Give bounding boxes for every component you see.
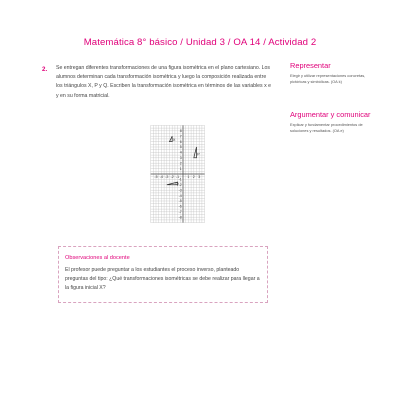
x-tick-label: 2 — [192, 175, 195, 179]
teacher-notes-text: El profesor puede preguntar a los estudiantes el proceso inverso, planteado preguntas del tipo: ¿Qué transformaciones isométricas se debe realizar para llegar a la figura inicial X? — [65, 267, 260, 291]
y-tick-label: -6 — [178, 204, 182, 209]
triangle-label: Q — [175, 181, 179, 187]
skill-representar — [290, 62, 372, 85]
y-tick-label: -4 — [178, 193, 182, 198]
y-tick-label: -7 — [178, 210, 182, 214]
y-tick-label: 1 — [179, 166, 182, 171]
x-tick-label: -3 — [165, 175, 169, 179]
x-tick-label: -4 — [159, 175, 164, 179]
x-tick-label: -1 — [175, 175, 180, 179]
skill-description: Elegir y utilizar representaciones concretas, pictóricas y simbólicas. (OA k) — [290, 73, 366, 84]
x-tick-label: 1 — [187, 175, 190, 179]
x-tick-label: -2 — [170, 175, 174, 179]
teacher-notes-box — [58, 246, 268, 303]
y-tick-label: 2 — [179, 161, 182, 166]
y-tick-label: 4 — [179, 150, 182, 155]
y-tick-label: 7 — [179, 134, 182, 139]
y-tick-label: -5 — [178, 199, 182, 204]
y-tick-label: -2 — [178, 183, 182, 187]
page-header: Matemática 8° básico / Unidad 3 / OA 14 / Actividad 2 — [83, 37, 317, 48]
y-tick-label: -1 — [178, 177, 182, 182]
cartesian-plane-graphic — [124, 111, 219, 233]
y-tick-label: 5 — [179, 145, 182, 150]
y-tick-label: 3 — [179, 156, 182, 160]
activity-description: Se entregan diferentes transformaciones de una figura isométrica en el plano cartesiano. Los alumnos determinan cada transformación isométrica y luego la composición realizada entre los triángulos X, P y Q. Escriben la transformación isométrica en términos de las variables x e y en su forma matricial. — [56, 65, 271, 99]
teacher-notes-title: Observaciones al docente — [65, 255, 130, 261]
activity-number: 2. — [42, 66, 48, 73]
triangle-label: P — [197, 151, 200, 157]
y-tick-label: 8 — [179, 129, 182, 133]
y-tick-label: -8 — [178, 215, 182, 220]
x-tick-label: -5 — [154, 175, 158, 179]
skill-title: Argumentar y comunicar — [290, 110, 371, 119]
cartesian-plane — [124, 111, 219, 233]
skill-title: Representar — [290, 61, 331, 70]
y-tick-label: -3 — [178, 188, 182, 193]
skill-argumentar — [290, 111, 372, 134]
x-tick-label: 3 — [198, 175, 201, 179]
skill-description: Explicar y fundamentar procedimientos de soluciones y resultados. (OA e) — [290, 122, 363, 133]
y-tick-label: 6 — [179, 139, 182, 144]
triangle-label: X — [172, 137, 176, 142]
